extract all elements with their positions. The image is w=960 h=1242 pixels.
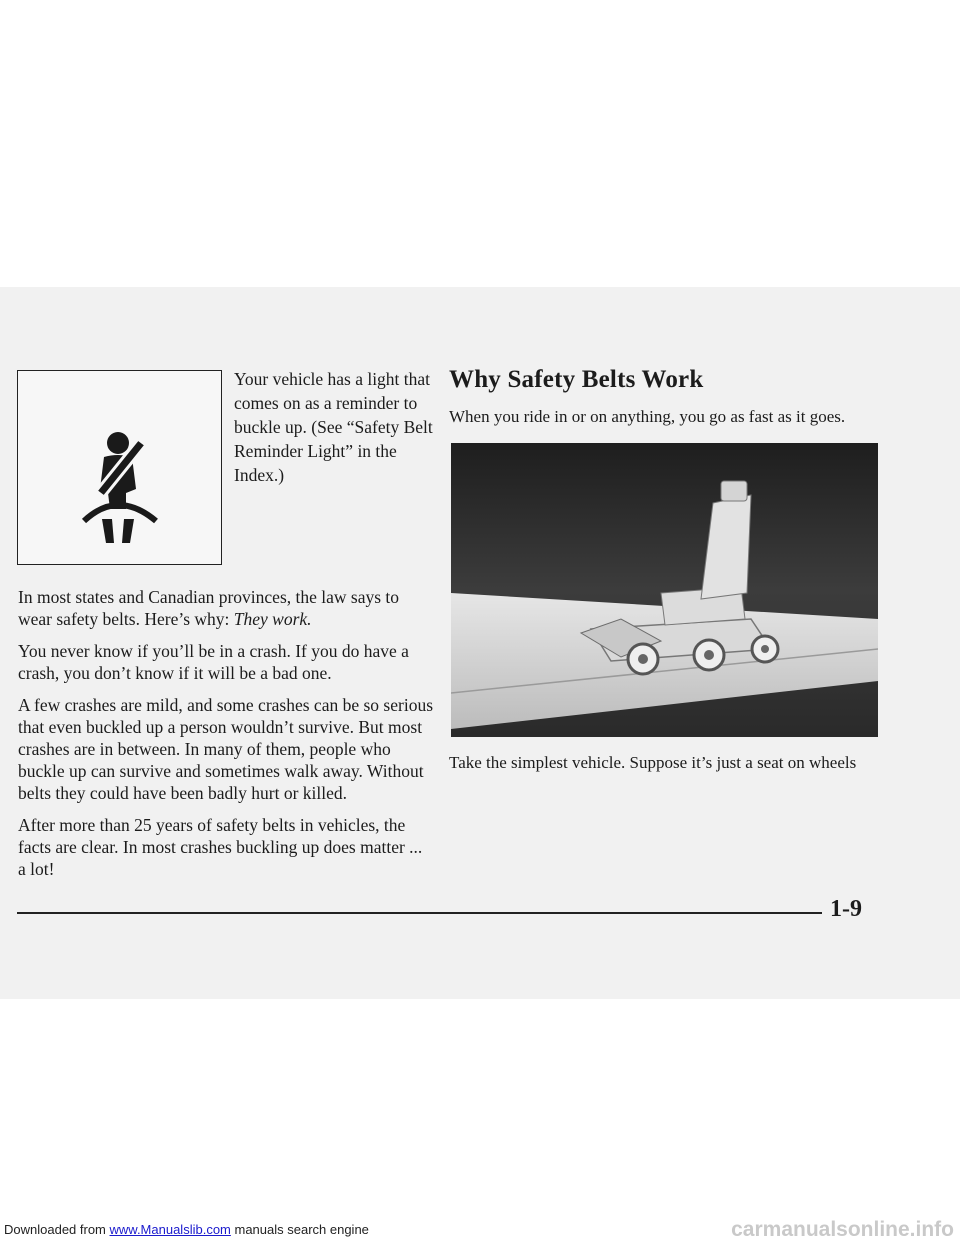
page-number: 1-9 — [830, 896, 862, 922]
footer-rule — [17, 912, 822, 914]
section-heading: Why Safety Belts Work — [449, 366, 704, 393]
intro-text: When you ride in or on anything, you go as fast as it goes. — [449, 407, 846, 426]
paragraph-law-text: In most states and Canadian provinces, the law says to wear safety belts. Here’s why: — [18, 587, 400, 629]
manualslib-link[interactable]: www.Manualslib.com — [109, 1222, 231, 1237]
seatbelt-reminder-icon-box — [17, 370, 222, 565]
footer-prefix: Downloaded from — [4, 1222, 110, 1237]
paragraph-facts: After more than 25 years of safety belts in vehicles, the facts are clear. In most crashes buckling up does matter ... a lot! — [18, 815, 423, 879]
photo-caption: Take the simplest vehicle. Suppose it’s just a seat on wheels — [449, 753, 857, 772]
seatbelt-reminder-icon — [18, 371, 220, 563]
paragraph-law — [18, 586, 434, 630]
paragraph-severity: A few crashes are mild, and some crashes can be so serious that even buckled up a person wouldn’t survive. But most crashes are in between. In many of them, people who buckle up can survive and sometimes walk away. Without belts they could have been badly hurt or killed. — [18, 695, 434, 803]
paragraph-crash: You never know if you’ll be in a crash. If you do have a crash, you don’t know if it will be a bad one. — [18, 641, 409, 683]
reminder-light-text: Your vehicle has a light that comes on as a reminder to buckle up. (See “Safety Belt Reminder Light” in the Index.) — [234, 369, 433, 485]
watermark: carmanualsonline.info — [731, 1218, 954, 1241]
footer-suffix: manuals search engine — [230, 1222, 369, 1237]
left-column — [18, 586, 434, 890]
seat-on-wheels-photo — [451, 443, 878, 737]
download-footer — [4, 1222, 369, 1238]
paragraph-law-emphasis: They work. — [233, 609, 312, 629]
